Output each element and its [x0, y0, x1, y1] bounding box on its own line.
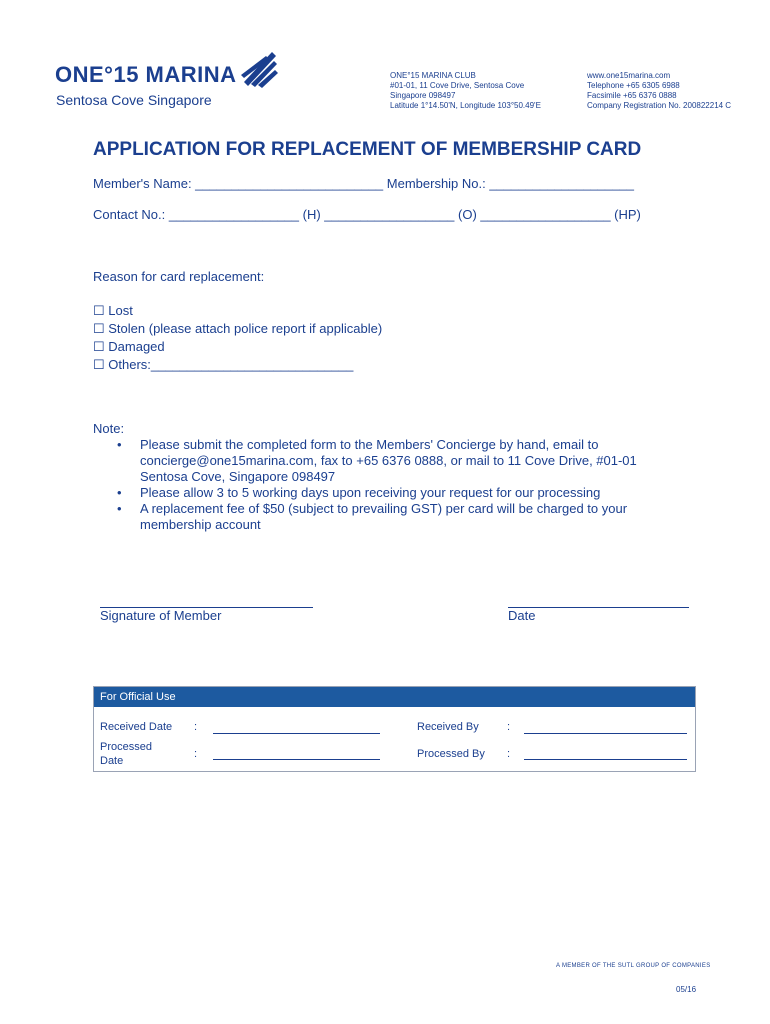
option-stolen[interactable]: ☐ Stolen (please attach police report if applicable)	[93, 321, 383, 336]
contact-line: www.one15marina.com	[587, 71, 671, 80]
official-use-box	[93, 686, 696, 772]
brand-name: ONE°15 MARINA	[55, 62, 237, 87]
colon: :	[507, 748, 511, 760]
colon: :	[194, 721, 198, 733]
colon: :	[194, 748, 198, 760]
reason-options	[93, 303, 382, 375]
received-by-label: Received By	[417, 721, 479, 733]
form-title: APPLICATION FOR REPLACEMENT OF MEMBERSHIP CARD	[93, 139, 642, 160]
date-label: Date	[508, 608, 536, 623]
note-text: Please allow 3 to 5 working days upon receiving your request for our processing	[140, 485, 601, 500]
bullet-icon: •	[117, 501, 122, 516]
address-line: #01-01, 11 Cove Drive, Sentosa Cove	[390, 81, 525, 90]
received-by-line[interactable]	[524, 733, 687, 734]
address-line: Singapore 098497	[390, 91, 456, 100]
club-address	[390, 71, 541, 111]
brand-tagline: Sentosa Cove Singapore	[56, 92, 212, 108]
contact-line: Company Registration No. 200822214 C	[587, 101, 732, 110]
address-line: ONE°15 MARINA CLUB	[390, 71, 476, 80]
processed-date-label-2: Date	[100, 755, 124, 767]
note-text: A replacement fee of $50 (subject to prevailing GST) per card will be charged to your membership account	[140, 501, 628, 532]
received-date-label: Received Date	[100, 721, 173, 733]
processed-by-line[interactable]	[524, 759, 687, 760]
address-line: Latitude 1°14.50'N, Longitude 103°50.49'E	[390, 101, 541, 110]
note-label: Note:	[93, 421, 125, 436]
note-text: Please submit the completed form to the Members' Concierge by hand, email to concierge@one15marina.com, fax to +65 6376 0888, or mail to 11 Cove Drive, #01-01 Sentosa Cove, Singapore 098497	[140, 437, 637, 484]
received-date-line[interactable]	[213, 733, 380, 734]
option-others[interactable]: ☐ Others:____________________________	[93, 357, 354, 372]
contact-line: Facsimile +65 6376 0888	[587, 91, 677, 100]
processed-by-label: Processed By	[417, 748, 485, 760]
option-lost[interactable]: ☐ Lost	[93, 303, 133, 318]
option-damaged[interactable]: ☐ Damaged	[93, 339, 165, 354]
bullet-icon: •	[117, 437, 122, 452]
signature-label: Signature of Member	[100, 608, 222, 623]
official-use-header: For Official Use	[94, 687, 695, 707]
notes-list	[117, 437, 687, 533]
list-item	[117, 485, 687, 501]
colon: :	[507, 721, 511, 733]
list-item	[117, 501, 687, 533]
processed-date-label-1: Processed	[100, 741, 152, 753]
club-contact	[587, 71, 731, 111]
member-of-text: A MEMBER OF THE SUTL GROUP OF COMPANIES	[556, 963, 711, 969]
contact-number-line[interactable]: Contact No.: __________________ (H) __________________ (O) __________________ (HP)	[93, 207, 641, 222]
sail-logo-icon	[238, 52, 278, 88]
member-name-line[interactable]: Member's Name: __________________________ Membership No.: ____________________	[93, 176, 634, 191]
form-version: 05/16	[676, 985, 697, 994]
contact-line: Telephone +65 6305 6988	[587, 81, 680, 90]
list-item	[117, 437, 687, 485]
reason-label: Reason for card replacement:	[93, 269, 265, 284]
processed-date-line[interactable]	[213, 759, 380, 760]
bullet-icon: •	[117, 485, 122, 500]
